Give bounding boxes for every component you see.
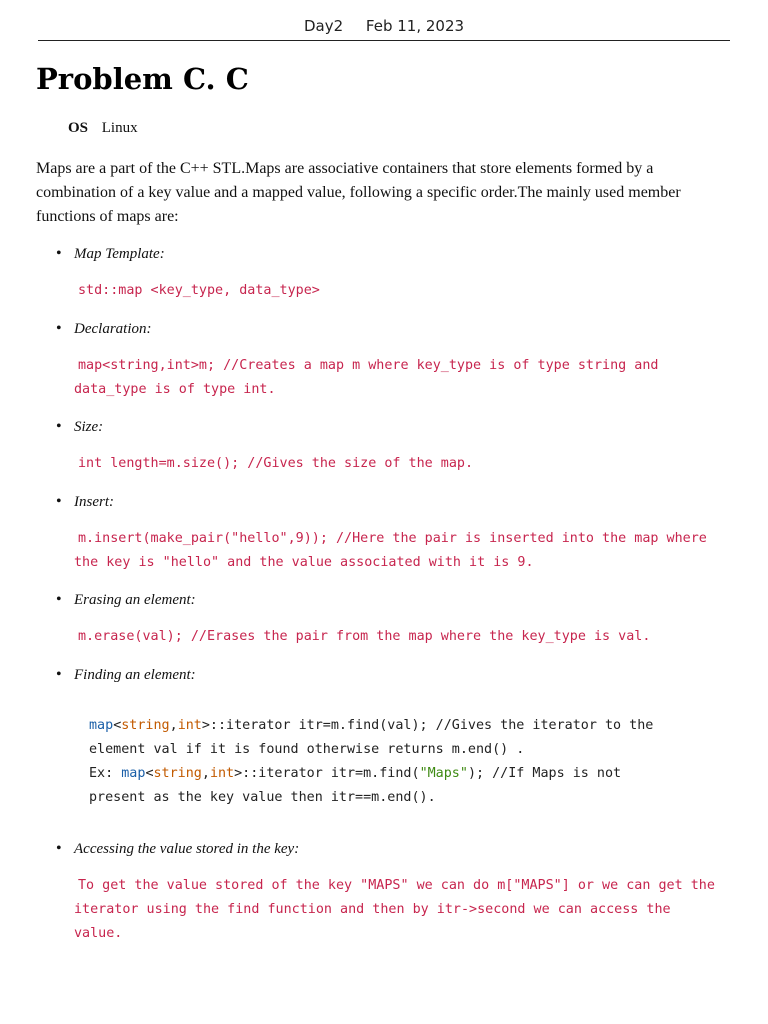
item-code: int length=m.size(); //Gives the size of the map. bbox=[78, 456, 474, 471]
bullet-icon: • bbox=[56, 418, 62, 435]
code-line: present as the key value then itr==m.end(). bbox=[89, 790, 436, 805]
find-code-block bbox=[89, 714, 729, 810]
bullet-icon: • bbox=[56, 320, 62, 337]
item-code: m.insert(make_pair("hello",9)); //Here the pair is inserted into the map where the key is "hello" and the value associated with it is 9. bbox=[74, 531, 707, 570]
bullet-icon: • bbox=[56, 245, 62, 262]
os-line bbox=[68, 120, 138, 137]
item-label: Declaration: bbox=[74, 321, 152, 337]
os-value: Linux bbox=[101, 120, 138, 136]
item-label: Erasing an element: bbox=[74, 592, 196, 608]
item-code: map<string,int>m; //Creates a map m where key_type is of type string and data_type is of type int. bbox=[74, 358, 659, 397]
header-date: Feb 11, 2023 bbox=[365, 17, 465, 35]
header-day: Day2 bbox=[303, 17, 344, 35]
item-code: std::map <key_type, data_type> bbox=[78, 283, 320, 298]
item-label: Insert: bbox=[74, 494, 114, 510]
bullet-icon: • bbox=[56, 840, 62, 857]
item-code: m.erase(val); //Erases the pair from the map where the key_type is val. bbox=[78, 629, 651, 644]
code-line: Ex: map<string,int>::iterator itr=m.find("Maps"); //If Maps is not bbox=[89, 766, 622, 781]
page-header bbox=[38, 17, 730, 35]
code-line: element val if it is found otherwise returns m.end() . bbox=[89, 742, 525, 757]
bullet-icon: • bbox=[56, 493, 62, 510]
code-line: map<string,int>::iterator itr=m.find(val); //Gives the iterator to the bbox=[89, 718, 654, 733]
header-rule bbox=[38, 40, 730, 41]
item-label: Map Template: bbox=[74, 246, 165, 262]
item-label: Finding an element: bbox=[74, 667, 196, 683]
item-code: To get the value stored of the key "MAPS" we can do m["MAPS"] or we can get the iterator using the find function and then by itr->second we can access the value. bbox=[74, 878, 715, 941]
bullet-icon: • bbox=[56, 666, 62, 683]
os-label: OS bbox=[68, 120, 89, 136]
bullet-icon: • bbox=[56, 591, 62, 608]
problem-title: Problem C. C bbox=[36, 62, 249, 96]
intro-paragraph: Maps are a part of the C++ STL.Maps are associative containers that store elements formed by a combination of a key value and a mapped value, following a specific order.The mainly used member functions of maps are: bbox=[36, 160, 681, 225]
item-label: Size: bbox=[74, 419, 104, 435]
item-label: Accessing the value stored in the key: bbox=[74, 841, 300, 857]
